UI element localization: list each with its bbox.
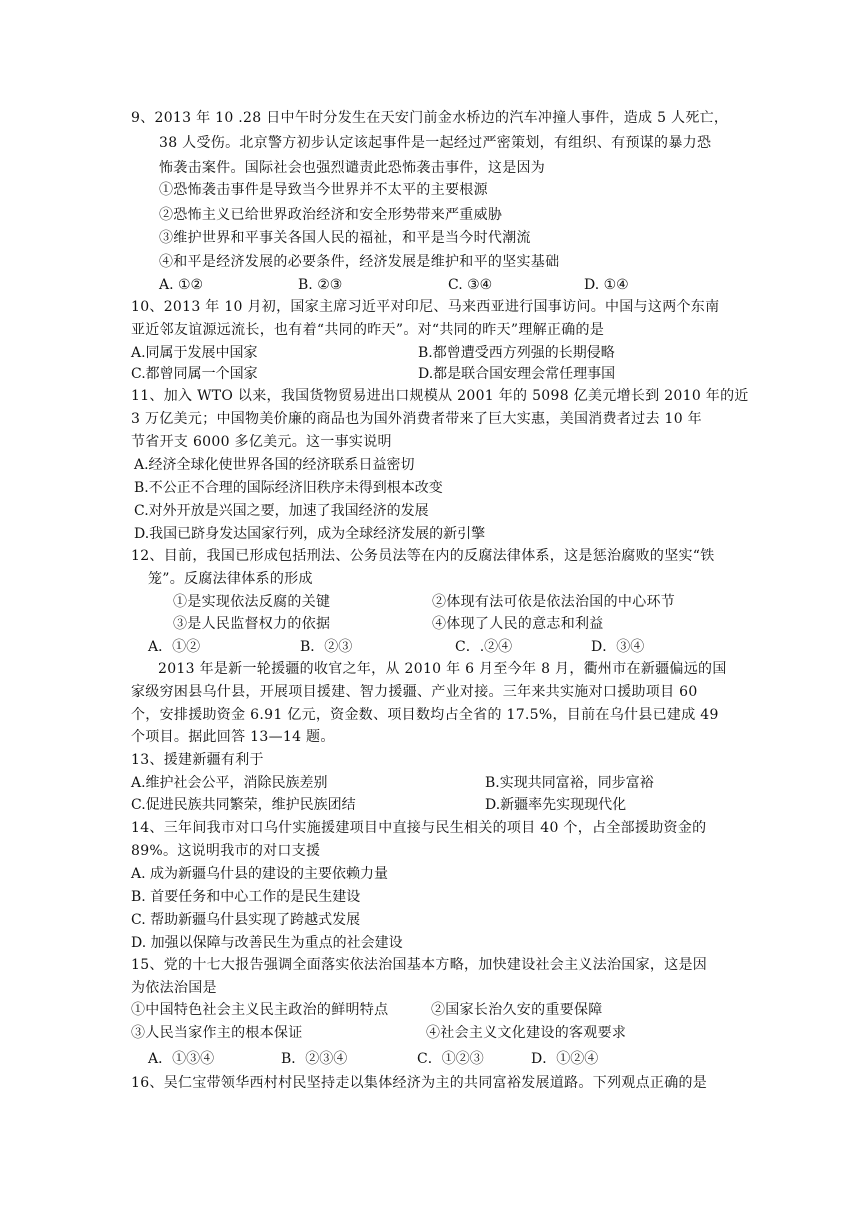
q14-option-d[interactable]: D. 加强以保障与改善民生为重点的社会建设 [131, 935, 403, 951]
q10-stem-line-2: 亚近邻友谊源远流长，也有着“共同的昨天”。对“共同的昨天”理解正确的是 [131, 322, 605, 338]
q9-option-a[interactable]: A. ①② [159, 277, 204, 293]
q12-stem-line-1: 12、目前，我国已形成包括刑法、公务员法等在内的反腐法律体系，这是惩治腐败的坚实“铁 [131, 548, 715, 564]
q9-statement-3: ③维护世界和平事关各国人民的福祉，和平是当今时代潮流 [159, 230, 531, 246]
q11-stem-line-2: 3 万亿美元；中国物美价廉的商品也为国外消费者带来了巨大实惠，美国消费者过去 10 年 [131, 411, 702, 427]
passage-line-3: 个，安排援助资金 6.91 亿元，资金数、项目数均占全省的 17.5%，目前在乌什县已建成 49 [131, 707, 719, 723]
q13-option-b[interactable]: B.实现共同富裕，同步富裕 [485, 775, 654, 791]
q16-stem-line-1: 16、吴仁宝带领华西村村民坚持走以集体经济为主的共同富裕发展道路。下列观点正确的是 [131, 1075, 708, 1091]
q14-option-b[interactable]: B. 首要任务和中心工作的是民生建设 [131, 889, 361, 905]
q15-stem-line-2: 为依法治国是 [131, 980, 217, 996]
q15-option-c[interactable]: C．①②③ [417, 1051, 484, 1067]
q12-option-b[interactable]: B．②③ [300, 639, 353, 655]
q11-option-c[interactable]: C.对外开放是兴国之要，加速了我国经济的发展 [134, 503, 429, 519]
passage-line-2: 家级穷困县乌什县，开展项目援建、智力援疆、产业对接。三年来共实施对口援助项目 60 [131, 684, 698, 700]
q13-option-a[interactable]: A.维护社会公平，消除民族差别 [131, 775, 328, 791]
q9-statement-2: ②恐怖主义已给世界政治经济和安全形势带来严重威胁 [159, 207, 503, 223]
q11-option-b[interactable]: B.不公正不合理的国际经济旧秩序未得到根本改变 [134, 480, 443, 496]
q11-option-d[interactable]: D.我国已跻身发达国家行列，成为全球经济发展的新引擎 [134, 526, 486, 542]
q10-option-c[interactable]: C.都曾同属一个国家 [131, 366, 258, 382]
q13-option-c[interactable]: C.促进民族共同繁荣，维护民族团结 [131, 797, 356, 813]
q11-option-a[interactable]: A.经济全球化使世界各国的经济联系日益密切 [134, 457, 415, 473]
q15-statement-1: ①中国特色社会主义民主政治的鲜明特点 [131, 1002, 389, 1018]
q9-stem-line-1: 9、2013 年 10 .28 日中午时分发生在天安门前金水桥边的汽车冲撞人事件，造成 5 人死亡， [131, 110, 729, 126]
q9-option-b[interactable]: B. ②③ [298, 277, 343, 293]
q14-stem-line-1: 14、三年间我市对口乌什实施援建项目中直接与民生相关的项目 40 个，占全部援助资金的 [131, 820, 707, 836]
q9-statement-1: ①恐怖袭击事件是导致当今世界并不太平的主要根源 [159, 182, 488, 198]
passage-line-4: 个项目。据此回答 13—14 题。 [131, 729, 335, 745]
q12-statement-4: ④体现了人民的意志和利益 [432, 616, 604, 632]
q15-stem-line-1: 15、党的十七大报告强调全面落实依法治国基本方略，加快建设社会主义法治国家，这是因 [131, 957, 708, 973]
q12-option-a[interactable]: A．①② [148, 639, 201, 655]
q12-statement-2: ②体现有法可依是依法治国的中心环节 [432, 594, 676, 610]
q9-option-c[interactable]: C. ③④ [448, 277, 493, 293]
q9-stem-line-3: 怖袭击案件。国际社会也强烈谴责此恐怖袭击事件，这是因为 [159, 160, 546, 176]
passage-line-1: 2013 年是新一轮援疆的收官之年，从 2010 年 6 月至今年 8 月，衢州市在新疆偏远的国 [158, 661, 727, 677]
q13-option-d[interactable]: D.新疆率先实现现代化 [485, 797, 627, 813]
q10-option-b[interactable]: B.都曾遭受西方列强的长期侵略 [418, 345, 615, 361]
q15-statement-3: ③人民当家作主的根本保证 [131, 1025, 303, 1041]
q12-option-d[interactable]: D．③④ [591, 639, 645, 655]
q10-stem-line-1: 10、2013 年 10 月初，国家主席习近平对印尼、马来西亚进行国事访问。中国与这两个东南 [131, 299, 720, 315]
q14-option-a[interactable]: A. 成为新疆乌什县的建设的主要依赖力量 [131, 866, 389, 882]
q12-option-c[interactable]: C．.②④ [455, 639, 513, 655]
q15-option-a[interactable]: A．①③④ [148, 1051, 215, 1067]
q11-stem-line-1: 11、加入 WTO 以来，我国货物贸易进出口规模从 2001 年的 5098 亿美元增长到 2010 年的近 [131, 388, 749, 404]
q12-statement-1: ①是实现依法反腐的关键 [173, 594, 331, 610]
q15-option-d[interactable]: D．①②④ [531, 1051, 599, 1067]
q15-statement-4: ④社会主义文化建设的客观要求 [426, 1025, 627, 1041]
q15-option-b[interactable]: B．②③④ [281, 1051, 348, 1067]
q12-stem-line-2: 笼”。反腐法律体系的形成 [148, 571, 313, 587]
q9-option-d[interactable]: D. ①④ [584, 277, 629, 293]
q14-option-c[interactable]: C. 帮助新疆乌什县实现了跨越式发展 [131, 912, 361, 928]
q9-stem-line-2: 38 人受伤。北京警方初步认定该起事件是一起经过严密策划，有组织、有预谋的暴力恐 [159, 135, 712, 151]
q15-statement-2: ②国家长治久安的重要保障 [431, 1002, 603, 1018]
q12-statement-3: ③是人民监督权力的依据 [173, 616, 331, 632]
q13-stem: 13、援建新疆有利于 [131, 752, 264, 768]
q9-statement-4: ④和平是经济发展的必要条件，经济发展是维护和平的坚实基础 [159, 254, 560, 270]
q10-option-d[interactable]: D.都是联合国安理会常任理事国 [418, 366, 616, 382]
q11-stem-line-3: 节省开支 6000 多亿美元。这一事实说明 [131, 434, 392, 450]
q14-stem-line-2: 89%。这说明我市的对口支援 [131, 843, 321, 859]
q10-option-a[interactable]: A.同属于发展中国家 [131, 345, 258, 361]
